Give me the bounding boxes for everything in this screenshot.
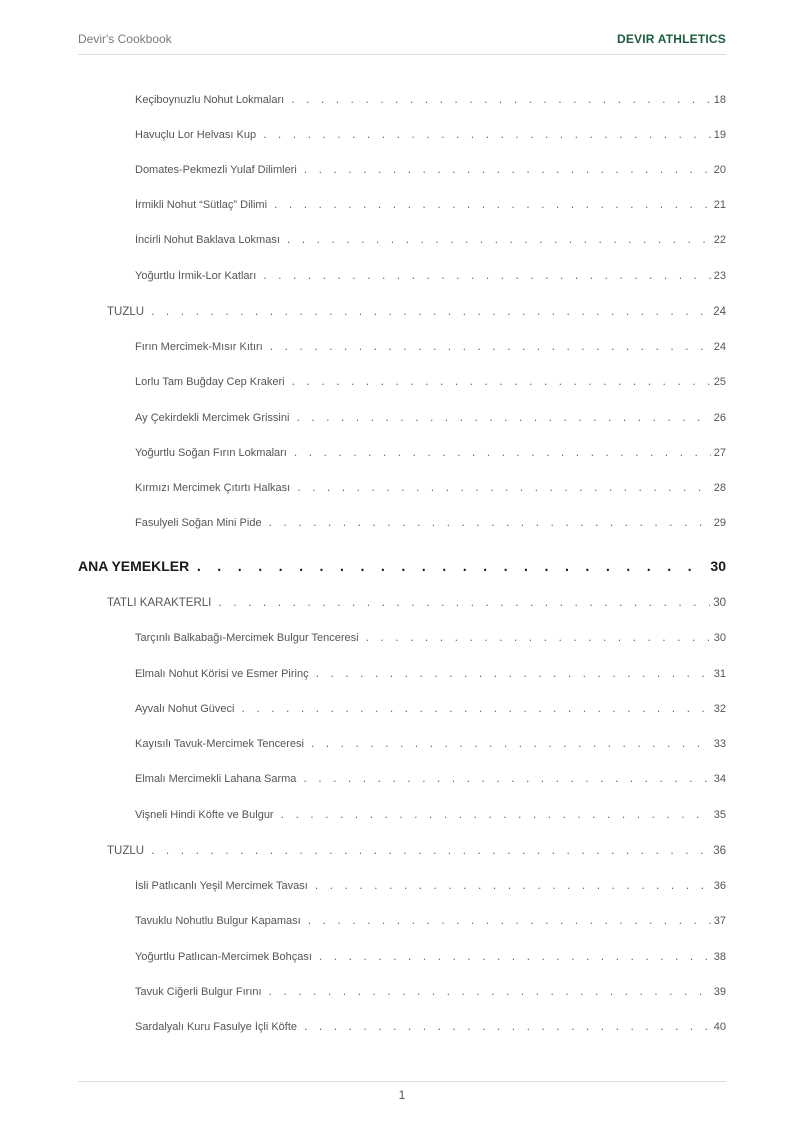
toc-recipe-entry[interactable]: [135, 234, 726, 246]
toc-recipe-entry[interactable]: [135, 951, 726, 963]
toc-recipe-entry[interactable]: [135, 738, 726, 750]
toc-recipe-entry[interactable]: [135, 880, 726, 892]
toc-dot-leader: [303, 1023, 711, 1033]
toc-dot-leader: [307, 917, 711, 927]
toc-section-entry[interactable]: [107, 597, 726, 609]
toc-entry-title: İncirli Nohut Baklava Lokması: [135, 234, 280, 246]
toc-entry-title: Elmalı Nohut Körisi ve Esmer Pirinç: [135, 668, 309, 680]
toc-entry-page: 24: [713, 306, 726, 318]
toc-chapter-entry[interactable]: [78, 558, 726, 574]
toc-entry-page: 18: [713, 94, 726, 106]
toc-dot-leader: [318, 953, 711, 963]
toc-dot-leader: [315, 670, 711, 680]
toc-recipe-entry[interactable]: [135, 129, 726, 141]
toc-entry-title: TUZLU: [107, 845, 145, 857]
toc-entry-page: 27: [713, 447, 726, 459]
toc-recipe-entry[interactable]: [135, 1021, 726, 1033]
toc-dot-leader: [296, 484, 711, 494]
toc-entry-title: Fırın Mercimek-Mısır Kıtırı: [135, 341, 263, 353]
toc-entry-title: İrmikli Nohut “Sütlaç” Dilimi: [135, 199, 268, 211]
toc-dot-leader: [314, 882, 711, 892]
toc-recipe-entry[interactable]: [135, 517, 726, 529]
toc-dot-leader: [295, 414, 710, 424]
toc-entry-title: Yoğurtlu İrmik-Lor Katları: [135, 270, 257, 282]
toc-dot-leader: [280, 811, 711, 821]
toc-dot-leader: [273, 201, 711, 211]
page-footer: [78, 1081, 726, 1111]
toc-entry-page: 40: [713, 1021, 726, 1033]
toc-entry-page: 36: [713, 845, 726, 857]
toc-dot-leader: [291, 378, 711, 388]
toc-recipe-entry[interactable]: [135, 809, 726, 821]
toc-recipe-entry[interactable]: [135, 199, 726, 211]
toc-entry-title: Ay Çekirdekli Mercimek Grissini: [135, 412, 290, 424]
toc-entry-title: Kayısılı Tavuk-Mercimek Tenceresi: [135, 738, 304, 750]
toc-dot-leader: [302, 775, 710, 785]
toc-entry-page: 22: [713, 234, 726, 246]
toc-dot-leader: [150, 308, 710, 318]
toc-recipe-entry[interactable]: [135, 412, 726, 424]
toc-entry-title: ANA YEMEKLER: [78, 558, 190, 574]
toc-entry-title: Elmalı Mercimekli Lahana Sarma: [135, 773, 297, 785]
toc-dot-leader: [310, 740, 711, 750]
toc-entry-title: Vişneli Hindi Köfte ve Bulgur: [135, 809, 274, 821]
toc-entry-title: Tarçınlı Balkabağı-Mercimek Bulgur Tenceresi: [135, 632, 359, 644]
header-brand: DEVIR ATHLETICS: [616, 32, 726, 46]
toc-section-entry[interactable]: [107, 845, 726, 857]
toc-recipe-entry[interactable]: [135, 341, 726, 353]
toc-recipe-entry[interactable]: [135, 164, 726, 176]
toc-dot-leader: [303, 166, 711, 176]
toc-section-entry[interactable]: [107, 306, 726, 318]
toc-dot-leader: [365, 634, 711, 644]
toc-entry-title: Kırmızı Mercimek Çıtırtı Halkası: [135, 482, 291, 494]
toc-entry-page: 32: [713, 703, 726, 715]
toc-entry-title: Keçiboynuzlu Nohut Lokmaları: [135, 94, 285, 106]
toc-entry-page: 19: [713, 129, 726, 141]
toc-entry-title: Yoğurtlu Patlıcan-Mercimek Bohçası: [135, 951, 312, 963]
toc-entry-page: 34: [713, 773, 726, 785]
toc-recipe-entry[interactable]: [135, 773, 726, 785]
toc-entry-page: 24: [713, 341, 726, 353]
toc-entry-title: TUZLU: [107, 306, 145, 318]
toc-entry-title: Tavuklu Nohutlu Bulgur Kapaması: [135, 915, 301, 927]
toc-dot-leader: [268, 988, 711, 998]
toc-dot-leader: [293, 449, 711, 459]
toc-recipe-entry[interactable]: [135, 270, 726, 282]
toc-recipe-entry[interactable]: [135, 986, 726, 998]
toc-dot-leader: [269, 343, 711, 353]
toc-recipe-entry[interactable]: [135, 915, 726, 927]
toc-dot-leader: [195, 560, 707, 574]
toc-entry-title: Yoğurtlu Soğan Fırın Lokmaları: [135, 447, 287, 459]
toc-entry-page: 21: [713, 199, 726, 211]
toc-entry-page: 38: [713, 951, 726, 963]
toc-entry-title: Fasulyeli Soğan Mini Pide: [135, 517, 262, 529]
toc-entry-page: 35: [713, 809, 726, 821]
toc-dot-leader: [268, 519, 711, 529]
toc-entry-title: Domates-Pekmezli Yulaf Dilimleri: [135, 164, 297, 176]
toc-entry-page: 30: [713, 597, 726, 609]
toc-entry-page: 23: [713, 270, 726, 282]
toc-entry-title: Sardalyalı Kuru Fasulye İçli Köfte: [135, 1021, 298, 1033]
toc-dot-leader: [290, 96, 711, 106]
page-number: 1: [398, 1088, 406, 1102]
toc-entry-page: 37: [713, 915, 726, 927]
toc-entry-page: 28: [713, 482, 726, 494]
toc-dot-leader: [286, 236, 711, 246]
toc-entry-title: Tavuk Ciğerli Bulgur Fırını: [135, 986, 262, 998]
toc-entry-page: 33: [713, 738, 726, 750]
toc-entry-page: 20: [713, 164, 726, 176]
toc-entry-page: 30: [710, 558, 726, 574]
toc-entry-page: 39: [713, 986, 726, 998]
toc-dot-leader: [262, 131, 711, 141]
toc-recipe-entry[interactable]: [135, 668, 726, 680]
toc-entry-page: 26: [713, 412, 726, 424]
toc-recipe-entry[interactable]: [135, 632, 726, 644]
header-book-title: Devir's Cookbook: [78, 32, 172, 46]
toc-entry-page: 29: [713, 517, 726, 529]
toc-recipe-entry[interactable]: [135, 94, 726, 106]
toc-entry-title: TATLI KARAKTERLİ: [107, 597, 212, 609]
toc-entry-title: Havuçlu Lor Helvası Kup: [135, 129, 257, 141]
toc-entry-page: 30: [713, 632, 726, 644]
toc-recipe-entry[interactable]: [135, 376, 726, 388]
toc-dot-leader: [262, 272, 710, 282]
toc-entry-page: 25: [713, 376, 726, 388]
toc-entry-title: Ayvalı Nohut Güveci: [135, 703, 235, 715]
toc-entry-title: Lorlu Tam Buğday Cep Krakeri: [135, 376, 285, 388]
toc-entry-page: 31: [713, 668, 726, 680]
toc-dot-leader: [150, 847, 710, 857]
toc-recipe-entry[interactable]: [135, 482, 726, 494]
toc-recipe-entry[interactable]: [135, 447, 726, 459]
toc-dot-leader: [217, 599, 710, 609]
toc-recipe-entry[interactable]: [135, 703, 726, 715]
toc-dot-leader: [240, 705, 710, 715]
toc-entry-title: İsli Patlıcanlı Yeşil Mercimek Tavası: [135, 880, 308, 892]
toc-entry-page: 36: [713, 880, 726, 892]
